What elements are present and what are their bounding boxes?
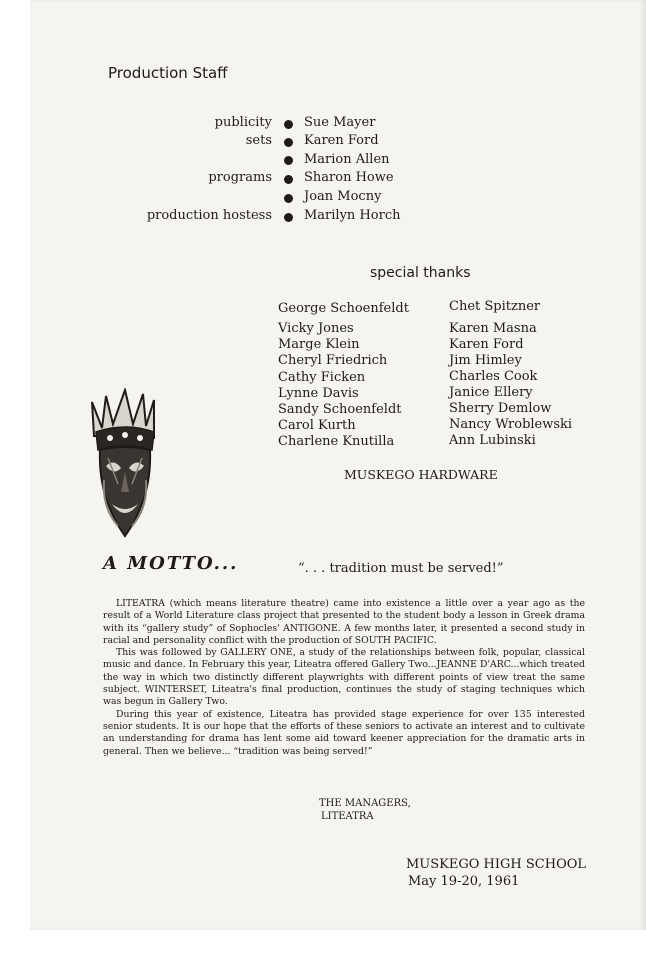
- thanks-heading: special thanks: [370, 265, 471, 281]
- signature-line: THE MANAGERS,: [319, 798, 411, 809]
- bullet-icon: [284, 213, 293, 222]
- crown-mask-icon: [88, 388, 162, 538]
- bullet-icon: [284, 138, 293, 147]
- history-paragraph: LITEATRA (which means literature theatre) came into existence a little over a year ago as the result of a World Literature class project that presented to the student body a lesson in Greek drama with its “gallery study” of Sophocles' ANTIGONE. A few months later, it presented a second study in racial and personality conflict with the production of SOUTH PACIFIC.: [103, 598, 585, 646]
- staff-name: Marion Allen: [304, 152, 390, 167]
- school-name: MUSKEGO HIGH SCHOOL: [406, 857, 587, 872]
- motto-quote: “. . . tradition must be served!”: [298, 561, 504, 576]
- thanks-name: Vicky Jones: [278, 321, 354, 336]
- staff-name: Sharon Howe: [304, 170, 394, 185]
- thanks-name: Charlene Knutilla: [278, 434, 395, 449]
- thanks-name: Marge Klein: [278, 337, 360, 352]
- signature-line: LITEATRA: [321, 811, 374, 822]
- staff-role: programs: [208, 170, 272, 185]
- thanks-name: Cheryl Friedrich: [278, 353, 388, 368]
- thanks-name: Ann Lubinski: [449, 433, 536, 448]
- staff-role: production hostess: [146, 208, 272, 223]
- thanks-name: Jim Himley: [449, 353, 522, 368]
- motto-label: A MOTTO...: [103, 553, 239, 574]
- thanks-business: MUSKEGO HARDWARE: [344, 467, 498, 482]
- thanks-name: Charles Cook: [449, 369, 538, 384]
- bullet-icon: [284, 194, 293, 203]
- thanks-name: Sherry Demlow: [449, 401, 552, 416]
- thanks-name: Cathy Ficken: [278, 370, 366, 385]
- bullet-icon: [284, 156, 293, 165]
- thanks-name: Nancy Wroblewski: [449, 417, 573, 432]
- thanks-name: Janice Ellery: [449, 385, 533, 400]
- thanks-name: Karen Masna: [449, 321, 537, 336]
- bullet-icon: [284, 120, 293, 129]
- staff-name: Karen Ford: [304, 133, 379, 148]
- staff-role: publicity: [214, 115, 272, 130]
- thanks-name: Carol Kurth: [278, 418, 356, 433]
- thanks-name: Lynne Davis: [278, 386, 359, 401]
- thanks-name: George Schoenfeldt: [278, 301, 409, 316]
- staff-name: Sue Mayer: [304, 115, 376, 130]
- history-text: [103, 598, 585, 758]
- thanks-name: Sandy Schoenfeldt: [278, 402, 402, 417]
- event-date: May 19-20, 1961: [408, 874, 520, 889]
- staff-name: Marilyn Horch: [304, 208, 401, 223]
- history-paragraph: During this year of existence, Liteatra has provided stage experience for over 135 interested senior students. It is our hope that the efforts of these seniors to activate an interest and to cultivate an understanding for drama has lent some aid toward keener appreciation for the dramatic arts in general. Then we believe... “tradition was being served!”: [103, 708, 585, 757]
- staff-heading: Production Staff: [108, 64, 228, 82]
- staff-role: sets: [245, 133, 272, 148]
- thanks-name: Chet Spitzner: [449, 299, 541, 314]
- history-paragraph: This was followed by GALLERY ONE, a study of the relationships between folk, popular, classical music and dance. In February this year, Liteatra offered Gallery Two...JEANNE D'ARC...which treated the way in which two distinctly different playwrights with different points of view treat the same subject. WINTERSET, Liteatra's final production, continues the study of staging techniques which was begun in Gallery Two.: [103, 647, 585, 708]
- thanks-name: Karen Ford: [449, 337, 524, 352]
- bullet-icon: [284, 175, 293, 184]
- staff-name: Joan Mocny: [304, 189, 382, 204]
